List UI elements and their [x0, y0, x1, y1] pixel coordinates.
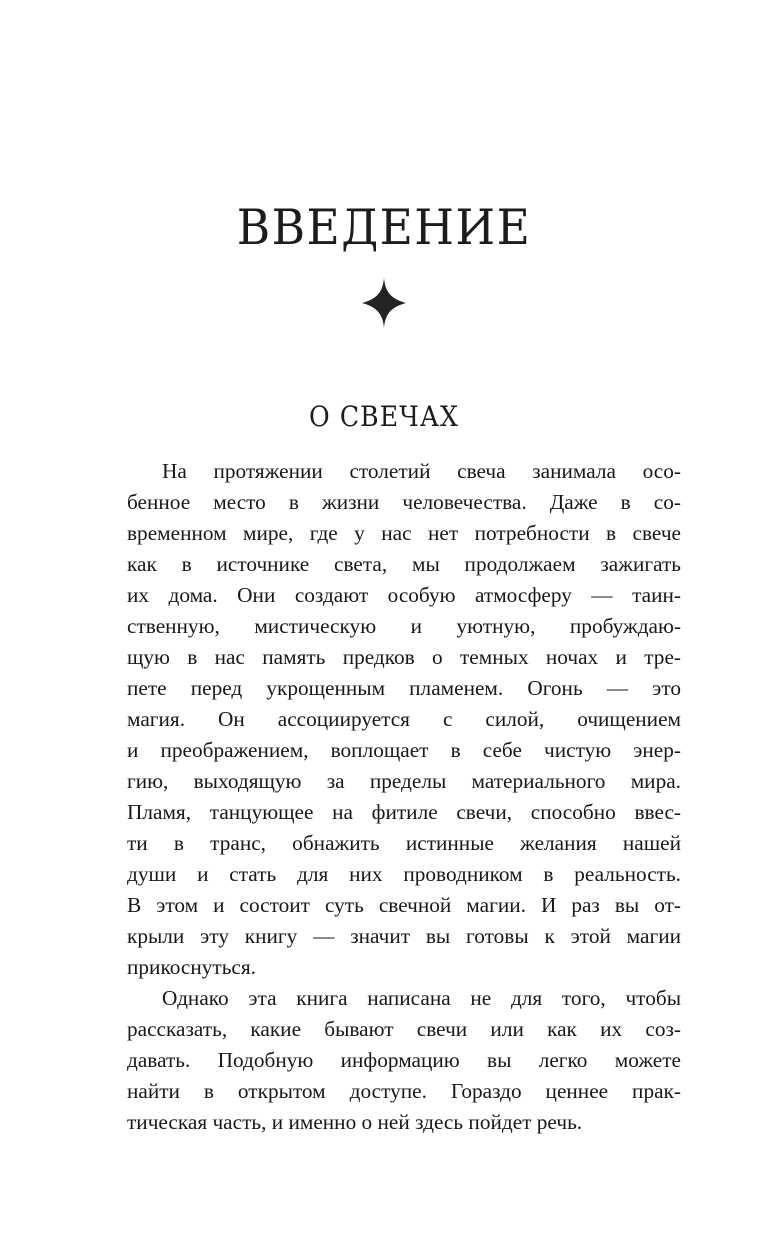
text-line: временном мире, где у нас нет потребности в свече — [127, 521, 681, 545]
text-line: Пламя, танцующее на фитиле свечи, способно ввес- — [127, 800, 681, 824]
text-line: тическая часть, и именно о ней здесь пойдет речь. — [127, 1110, 583, 1134]
section-subtitle: О СВЕЧАХ — [308, 400, 460, 434]
text-line: пете перед укрощенным пламенем. Огонь — это — [127, 676, 681, 700]
body-text-column — [127, 456, 681, 1138]
text-line: На протяжении столетий свеча занимала осо- — [162, 459, 681, 483]
text-line: рассказать, какие бывают свечи или как их соз- — [127, 1017, 681, 1041]
text-line: щую в нас память предков о темных ночах и тре- — [127, 645, 681, 669]
text-line: Однако эта книга написана не для того, чтобы — [162, 986, 681, 1010]
four-pointed-star-icon — [362, 278, 406, 328]
ornament-divider — [0, 278, 768, 328]
text-line: крыли эту книгу — значит вы готовы к этой магии — [127, 924, 681, 948]
text-line: ственную, мистическую и уютную, пробуждаю- — [127, 614, 681, 638]
text-line: как в источнике света, мы продолжаем зажигать — [127, 552, 681, 576]
text-line: и преображением, воплощает в себе чистую энер- — [127, 738, 681, 762]
text-line: их дома. Они создают особую атмосферу — таин- — [127, 583, 681, 607]
text-line: души и стать для них проводником в реальность. — [127, 862, 681, 886]
text-line: давать. Подобную информацию вы легко можете — [127, 1048, 681, 1072]
page-title: ВВЕДЕНИЕ — [236, 198, 532, 256]
text-line: найти в открытом доступе. Гораздо ценнее прак- — [127, 1079, 681, 1103]
text-line: В этом и состоит суть свечной магии. И раз вы от- — [127, 893, 681, 917]
text-line: бенное место в жизни человечества. Даже в со- — [127, 490, 681, 514]
text-line: магия. Он ассоциируется с силой, очищением — [127, 707, 681, 731]
text-line: ти в транс, обнажить истинные желания нашей — [127, 831, 681, 855]
paragraph-1 — [127, 456, 681, 983]
text-line: гию, выходящую за пределы материального мира. — [127, 769, 681, 793]
text-line: прикоснуться. — [127, 955, 256, 979]
paragraph-2 — [127, 983, 681, 1138]
